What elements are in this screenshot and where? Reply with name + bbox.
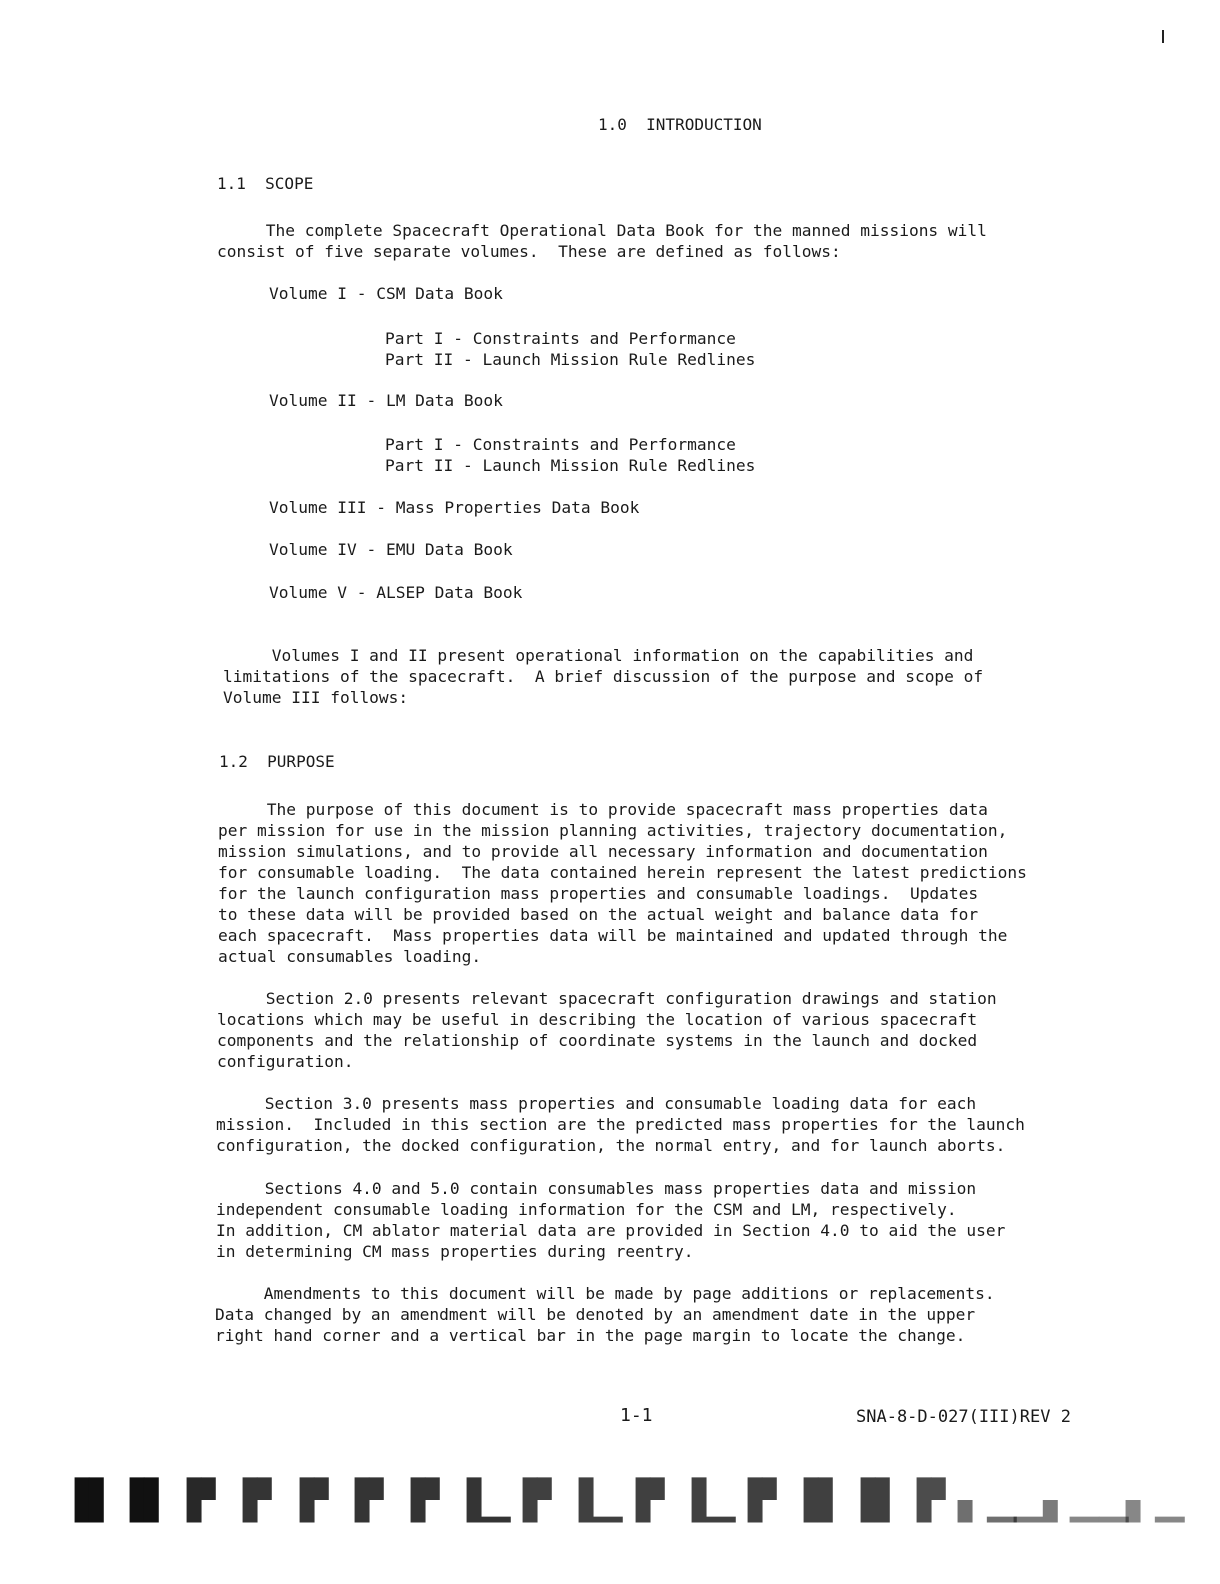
text-line: Section 2.0 presents relevant spacecraft configuration drawings and station — [217, 989, 997, 1008]
volume-4-item: Volume IV - EMU Data Book — [269, 540, 513, 559]
text-line: Section 3.0 presents mass properties and consumable loading data for each — [216, 1094, 977, 1113]
volume-1-part-2: Part II - Launch Mission Rule Redlines — [385, 350, 756, 369]
page-title: 1.0 INTRODUCTION — [598, 115, 762, 134]
text-line: Amendments to this document will be made by page additions or replacements. — [215, 1284, 995, 1303]
edge-mark-icon: ▁▖ — [1014, 1477, 1073, 1522]
text-line: independent consumable loading information for the CSM and LM, respectively. — [216, 1200, 957, 1219]
text-line: Volumes I and II present operational information on the capabilities and — [223, 646, 974, 665]
text-line: Volume III follows: — [223, 688, 409, 707]
document-id: SNA-8-D-027(III)REV 2 — [856, 1407, 1071, 1427]
text-line: in determining CM mass properties during reentry. — [216, 1242, 694, 1261]
edge-mark-icon: ▖▁ — [958, 1477, 1017, 1522]
text-line: The purpose of this document is to provide spacecraft mass properties data — [218, 800, 988, 819]
edge-mark-icon: ▐▘ — [902, 1477, 961, 1522]
volume-2-item: Volume II - LM Data Book — [269, 391, 503, 410]
edge-mark-icon: ▐▁ — [677, 1477, 736, 1522]
text-line: right hand corner and a vertical bar in the page margin to locate the change. — [215, 1326, 966, 1345]
edge-mark-icon: ▐▘ — [733, 1477, 792, 1522]
volume-3-item: Volume III - Mass Properties Data Book — [269, 498, 640, 517]
change-bar-mark — [1162, 30, 1164, 43]
edge-mark-icon: ▐▁ — [564, 1477, 623, 1522]
edge-mark-icon: ▐▘ — [340, 1477, 399, 1522]
text-line: In addition, CM ablator material data are provided in Section 4.0 to aid the user — [216, 1221, 1006, 1240]
text-line: configuration, the docked configuration, the normal entry, and for launch aborts. — [216, 1136, 1006, 1155]
edge-mark-icon: ▐▘ — [172, 1477, 231, 1522]
edge-mark-icon: ▖▁ — [1126, 1477, 1185, 1522]
text-line: mission simulations, and to provide all necessary information and documentation — [218, 842, 988, 861]
edge-mark-icon: ▐▌ — [60, 1477, 119, 1522]
edge-mark-icon: ▁▁ — [1070, 1477, 1129, 1522]
section-heading-scope: 1.1 SCOPE — [217, 174, 314, 193]
edge-mark-icon: ▐▌ — [846, 1477, 905, 1522]
text-line: per mission for use in the mission planning activities, trajectory documentation, — [218, 821, 1008, 840]
edge-mark-icon: ▐▘ — [396, 1477, 455, 1522]
edge-mark-icon: ▐▌ — [789, 1477, 848, 1522]
text-line: locations which may be useful in describing the location of various spacecraft — [217, 1010, 978, 1029]
text-line: consist of five separate volumes. These are defined as follows: — [217, 242, 841, 261]
edge-mark-icon: ▐▘ — [621, 1477, 680, 1522]
edge-mark-icon: ▐▘ — [285, 1477, 344, 1522]
edge-mark-icon: ▐▘ — [228, 1477, 287, 1522]
text-line: for the launch configuration mass properties and consumable loadings. Updates — [218, 884, 979, 903]
text-line: configuration. — [217, 1052, 354, 1071]
section-heading-purpose: 1.2 PURPOSE — [219, 752, 335, 771]
volume-2-part-2: Part II - Launch Mission Rule Redlines — [385, 456, 756, 475]
text-line: to these data will be provided based on the actual weight and balance data for — [218, 905, 979, 924]
volume-1-part-1: Part I - Constraints and Performance — [385, 329, 736, 348]
edge-mark-icon: ▐▌ — [115, 1477, 174, 1522]
text-line: mission. Included in this section are the predicted mass properties for the launch — [216, 1115, 1025, 1134]
volume-1-item: Volume I - CSM Data Book — [269, 284, 503, 303]
text-line: each spacecraft. Mass properties data will be maintained and updated through the — [218, 926, 1008, 945]
edge-mark-icon: ▐▁ — [452, 1477, 511, 1522]
text-line: Sections 4.0 and 5.0 contain consumables mass properties data and mission — [216, 1179, 977, 1198]
page-number: 1-1 — [620, 1405, 653, 1426]
text-line: limitations of the spacecraft. A brief discussion of the purpose and scope of — [223, 667, 984, 686]
text-line: actual consumables loading. — [218, 947, 482, 966]
text-line: for consumable loading. The data contained herein represent the latest predictions — [218, 863, 1027, 882]
text-line: The complete Spacecraft Operational Data Book for the manned missions will — [217, 221, 987, 240]
volume-5-item: Volume V - ALSEP Data Book — [269, 583, 523, 602]
text-line: components and the relationship of coordinate systems in the launch and docked — [217, 1031, 978, 1050]
volume-2-part-1: Part I - Constraints and Performance — [385, 435, 736, 454]
text-line: Data changed by an amendment will be denoted by an amendment date in the upper — [215, 1305, 976, 1324]
edge-mark-icon: ▐▘ — [508, 1477, 567, 1522]
scan-edge-marks — [40, 1477, 1185, 1528]
